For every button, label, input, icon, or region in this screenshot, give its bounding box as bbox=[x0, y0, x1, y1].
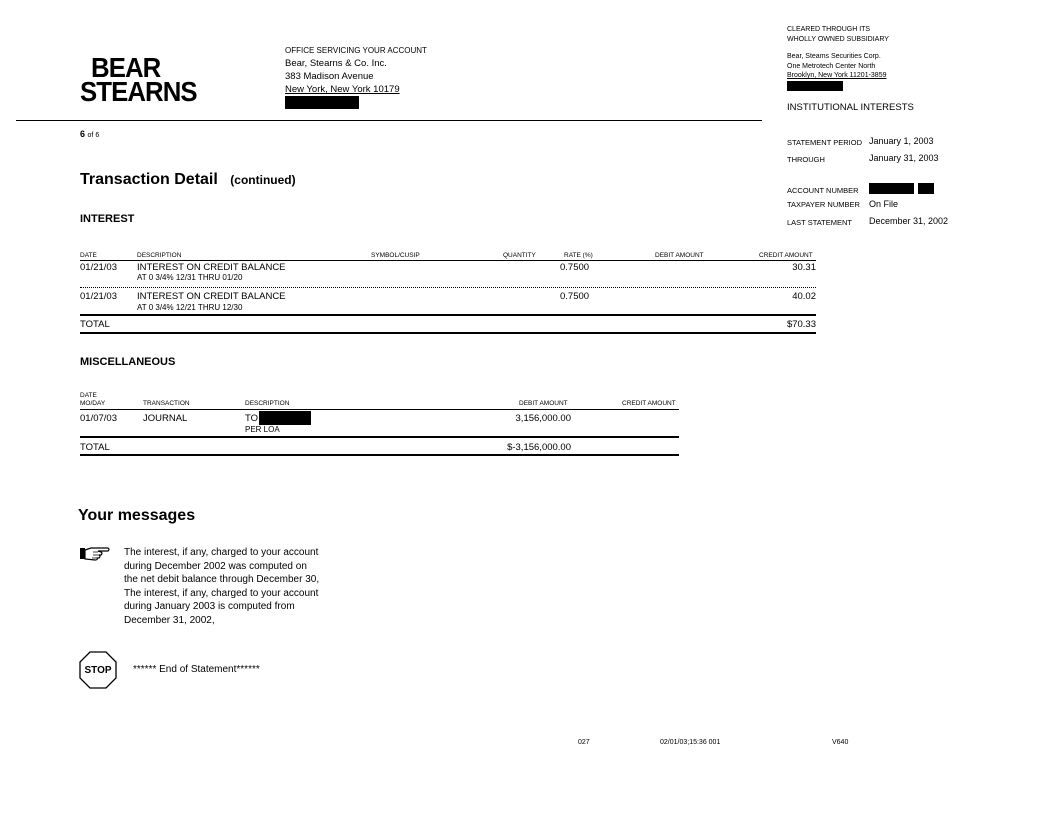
table-row-date: 01/07/03 bbox=[80, 413, 117, 424]
header-divider bbox=[16, 120, 762, 121]
col-symbol: SYMBOL/CUSIP bbox=[371, 252, 420, 259]
office-title: OFFICE SERVICING YOUR ACCOUNT bbox=[285, 46, 427, 55]
page-total: of 6 bbox=[87, 132, 100, 139]
footer-code: 027 bbox=[578, 739, 590, 746]
table-row-desc2: PER LOA bbox=[245, 425, 280, 434]
misc-total-value: $-3,156,000.00 bbox=[507, 442, 571, 453]
clearing-city: Brooklyn, New York 11201-3859 bbox=[787, 72, 887, 79]
col-date-line1: DATE bbox=[80, 392, 97, 399]
interest-section-title: INTEREST bbox=[80, 213, 135, 225]
message-line: the net debit balance through December 30, bbox=[124, 574, 320, 586]
table-row-credit: 40.02 bbox=[792, 291, 816, 302]
table-row-desc: INTEREST ON CREDIT BALANCE bbox=[137, 291, 286, 302]
logo-line2: STEARNS bbox=[80, 76, 197, 107]
table-row-rate: 0.7500 bbox=[560, 291, 590, 302]
through-label: THROUGH bbox=[787, 155, 825, 164]
cleared-line2: WHOLLY OWNED SUBSIDIARY bbox=[787, 35, 889, 43]
interest-total-label: TOTAL bbox=[80, 319, 110, 330]
message-line: during December 2002 was computed on bbox=[124, 560, 307, 572]
table-row-transaction: JOURNAL bbox=[143, 413, 188, 424]
misc-header-rule bbox=[80, 409, 679, 410]
col-date-line2: MO/DAY bbox=[80, 400, 106, 407]
message-line: The interest, if any, charged to your account bbox=[124, 547, 319, 558]
redacted-recipient bbox=[259, 411, 311, 425]
through-value: January 31, 2003 bbox=[869, 153, 939, 163]
logo-line1: BEAR bbox=[91, 52, 161, 83]
table-row-debit: 3,156,000.00 bbox=[515, 413, 571, 424]
redacted-account-number bbox=[869, 183, 914, 194]
stop-sign-text: STOP bbox=[84, 665, 112, 676]
stop-sign-icon bbox=[79, 651, 117, 694]
office-name: Bear, Stearns & Co. Inc. bbox=[285, 58, 387, 69]
cleared-line1: CLEARED THROUGH ITS bbox=[787, 26, 871, 33]
misc-total-rule-bottom bbox=[80, 454, 679, 456]
col-debit: DEBIT AMOUNT bbox=[519, 400, 568, 407]
page-number bbox=[80, 129, 99, 139]
table-row-desc2: AT 0 3/4% 12/21 THRU 12/30 bbox=[137, 303, 243, 312]
bear-stearns-logo bbox=[80, 52, 197, 107]
table-row-desc: INTEREST ON CREDIT BALANCE bbox=[137, 262, 286, 273]
col-credit: CREDIT AMOUNT bbox=[759, 252, 813, 259]
continued-label: (continued) bbox=[230, 173, 296, 187]
transaction-detail-title: Transaction Detail bbox=[80, 171, 218, 188]
row-divider bbox=[80, 287, 816, 288]
messages-text bbox=[124, 546, 319, 628]
misc-total-rule-top bbox=[80, 436, 679, 438]
office-city: New York, New York 10179 bbox=[285, 84, 400, 95]
clearing-info bbox=[787, 25, 889, 94]
last-statement-value: December 31, 2002 bbox=[869, 216, 949, 226]
col-debit: DEBIT AMOUNT bbox=[655, 252, 704, 259]
statement-period-label: STATEMENT PERIOD bbox=[787, 138, 863, 147]
message-line: The interest, if any, charged to your account bbox=[124, 587, 319, 599]
interest-header-rule bbox=[80, 260, 816, 261]
col-quantity: QUANTITY bbox=[503, 252, 536, 259]
institutional-interests: INSTITUTIONAL INTERESTS bbox=[787, 102, 914, 113]
col-transaction: TRANSACTION bbox=[143, 400, 190, 407]
statement-period-value: January 1, 2003 bbox=[869, 136, 934, 146]
message-line: December 31, 2002, bbox=[124, 614, 215, 626]
last-statement-label: LAST STATEMENT bbox=[787, 218, 853, 227]
redacted-account-suffix bbox=[918, 183, 934, 194]
redacted-block bbox=[787, 81, 843, 91]
page-current: 6 bbox=[80, 129, 86, 139]
col-rate: RATE (%) bbox=[564, 252, 593, 259]
interest-total-value: $70.33 bbox=[786, 319, 816, 330]
table-row-rate: 0.7500 bbox=[560, 262, 590, 273]
pointing-hand-icon bbox=[79, 545, 111, 566]
col-description: DESCRIPTION bbox=[245, 400, 290, 407]
interest-total-rule-bottom bbox=[80, 332, 816, 334]
misc-section-title: MISCELLANEOUS bbox=[80, 356, 176, 368]
clearing-name: Bear, Steams Securities Corp. bbox=[787, 53, 881, 60]
col-date bbox=[80, 392, 105, 408]
col-description: DESCRIPTION bbox=[137, 252, 182, 259]
redacted-block bbox=[285, 96, 359, 109]
footer-timestamp: 02/01/03;15:36 001 bbox=[660, 739, 721, 746]
interest-total-rule-top bbox=[80, 314, 816, 316]
end-of-statement: ****** End of Statement****** bbox=[133, 664, 260, 675]
col-date: DATE bbox=[80, 252, 97, 259]
table-row-desc2: AT 0 3/4% 12/31 THRU 01/20 bbox=[137, 273, 243, 282]
messages-title: Your messages bbox=[78, 507, 196, 524]
table-row-desc: TO bbox=[245, 413, 259, 424]
table-row-credit: 30.31 bbox=[792, 262, 816, 273]
account-number-label: ACCOUNT NUMBER bbox=[787, 186, 859, 195]
office-street: 383 Madison Avenue bbox=[285, 71, 374, 82]
table-row-date: 01/21/03 bbox=[80, 291, 117, 302]
page-title bbox=[80, 171, 296, 189]
office-address bbox=[285, 44, 427, 113]
table-row-date: 01/21/03 bbox=[80, 262, 117, 273]
taxpayer-number-label: TAXPAYER NUMBER bbox=[787, 200, 860, 209]
footer-form-code: V640 bbox=[832, 739, 849, 746]
taxpayer-number-value: On File bbox=[869, 199, 899, 209]
clearing-street: One Metrotech Center North bbox=[787, 62, 876, 70]
col-credit: CREDIT AMOUNT bbox=[622, 400, 676, 407]
message-line: during January 2003 is computed from bbox=[124, 601, 295, 613]
misc-total-label: TOTAL bbox=[80, 442, 110, 453]
